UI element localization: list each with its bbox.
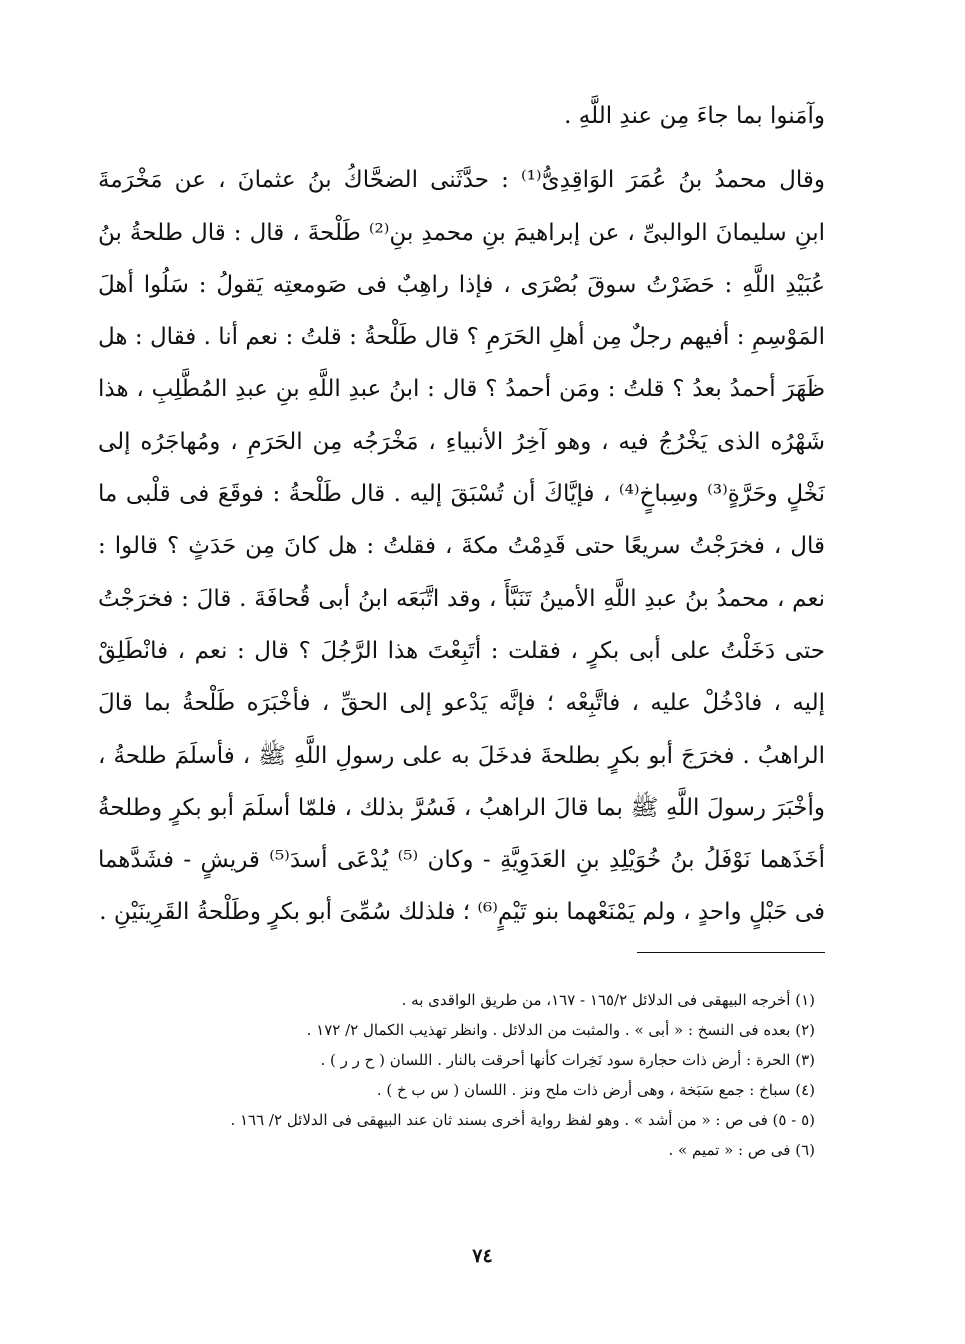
footnote: (١) أخرجه البيهقى فى الدلائل ١٦٥/٢ - ١٦٧، من طريق الواقدى به . xyxy=(401,991,815,1009)
page-number: ٧٤ xyxy=(472,1245,493,1267)
text-line: شَهْرُه الذى يَخْرُجُ فيه ، وهو آخِرُ الأنبياءِ ، مَخْرَجُه مِن الحَرَمِ ، ومُهاجَرُه إلى xyxy=(98,428,825,455)
footnote: (٢) بعده فى النسخ : « أبى » . والمثبت من الدلائل . وانظر تهذيب الكمال ٢/ ١٧٢ . xyxy=(306,1021,815,1039)
footnote-separator xyxy=(637,952,825,953)
footnote: (٤) سباخ : جمع سَبَخة ، وهى أرض ذات ملح ونز . اللسان ( س ب خ ) . xyxy=(376,1081,815,1099)
text-line: ظَهَرَ أحمدُ بعدُ ؟ قلتُ : ومَن أحمدُ ؟ قال : ابنُ عبدِ اللَّهِ بنِ عبدِ المُطَّلِبِ ، هذا xyxy=(98,376,825,403)
footnote: (٥ - ٥) فى ص : « من أشد » . وهو لفظ رواية أخرى بسند ثان عند البيهقى فى الدلائل ٢/ ١٦٦ . xyxy=(230,1111,815,1129)
paragraph-gap xyxy=(98,142,825,154)
text-line: المَوْسِمِ : أفيهم رجلٌ مِن أهلِ الحَرَمِ ؟ قال طَلْحةُ : قلتُ : نعم أنا . فقال : هل xyxy=(98,324,825,351)
text-line: قال ، فخرَجْتُ سريعًا حتى قَدِمْتُ مكةَ ، فقلتُ : هل كانَ مِن حَدَثٍ ؟ قالوا : xyxy=(98,533,825,560)
text-line: إليه ، فادْخُلْ عليه ، فاتَّبِعْه ؛ فإنَّه يَدْعو إلى الحقِّ ، فأخْبَرَه طَلْحةُ بما قالَ xyxy=(98,690,825,717)
text-line: الراهبُ . فخرَجَ أبو بكرٍ بطلحةَ فدخَلَ به على رسولِ اللَّهِ ﷺ ، فأسلَمَ طلحةُ ، xyxy=(98,742,825,769)
text-line: وأخْبَرَ رسولَ اللَّهِ ﷺ بما قالَ الراهبُ ، فَسُرَّ بذلك ، فلمّا أسلَمَ أبو بكرٍ وطلحةُ xyxy=(98,794,825,821)
text-line: فى حَبْلٍ واحدٍ ، ولم يَمْنَعْهما بنو تَيْمٍ⁽⁶⁾ ؛ فلذلك سُمِّىَ أبو بكرٍ وطَلْحةُ القَرِينَيْنِ . xyxy=(99,899,825,926)
main-text xyxy=(98,90,825,939)
footnote: (٦) فى ص : « تميم » . xyxy=(668,1141,815,1159)
text-line: أخَذَهما نَوْفَلُ بنُ خُوَيْلِدِ بنِ العَدَوِيَّةِ - وكان ⁽⁵⁾ يُدْعَى أسدَ⁽⁵⁾ قريشٍ - فشَدَّهما xyxy=(98,847,825,874)
text-line: حتى دَخَلْتُ على أبى بكرٍ ، فقلت : أتَبِعْتَ هذا الرَّجُلَ ؟ قال : نعم ، فانْطَلِقْ xyxy=(98,637,825,664)
text-line: ابنِ سليمانَ الوالبىِّ ، عن إبراهيمَ بنِ محمدِ بنِ⁽²⁾ طَلْحةَ ، قال : قال طلحةُ بنُ xyxy=(98,219,825,246)
text-line: عُبَيْدِ اللَّهِ : حَضَرْتُ سوقَ بُصْرَى ، فإذا راهِبٌ فى صَومعتِه يَقولُ : سَلُوا أهلَ xyxy=(98,271,825,298)
text-line: نَخْلٍ وحَرَّةٍ⁽³⁾ وسِباخٍ⁽⁴⁾ ، فإيَّاكَ أن تُسْبَقَ إليه . قال طَلْحةُ : فوقَعَ فى قلْبى ما xyxy=(98,481,825,508)
text-line: نعم ، محمدُ بنُ عبدِ اللَّهِ الأمينُ تَنَبَّأَ ، وقد اتَّبَعَه ابنُ أبى قُحافَةَ . قالَ : فخرَجْتُ xyxy=(98,585,825,612)
text-line: وقال محمدُ بنُ عُمَرَ الوَاقِدِىُّ⁽¹⁾ : حدَّثَنى الضحَّاكُ بنُ عثمانَ ، عن مَخْرَمةَ xyxy=(98,167,825,194)
footnotes xyxy=(98,985,815,1165)
text-line: وآمَنوا بما جاءَ مِن عندِ اللَّهِ . xyxy=(564,103,825,129)
footnote: (٣) الحرة : أرض ذات حجارة سود نَخِرات كأنها أحرقت بالنار . اللسان ( ح ر ر ) . xyxy=(320,1051,815,1069)
